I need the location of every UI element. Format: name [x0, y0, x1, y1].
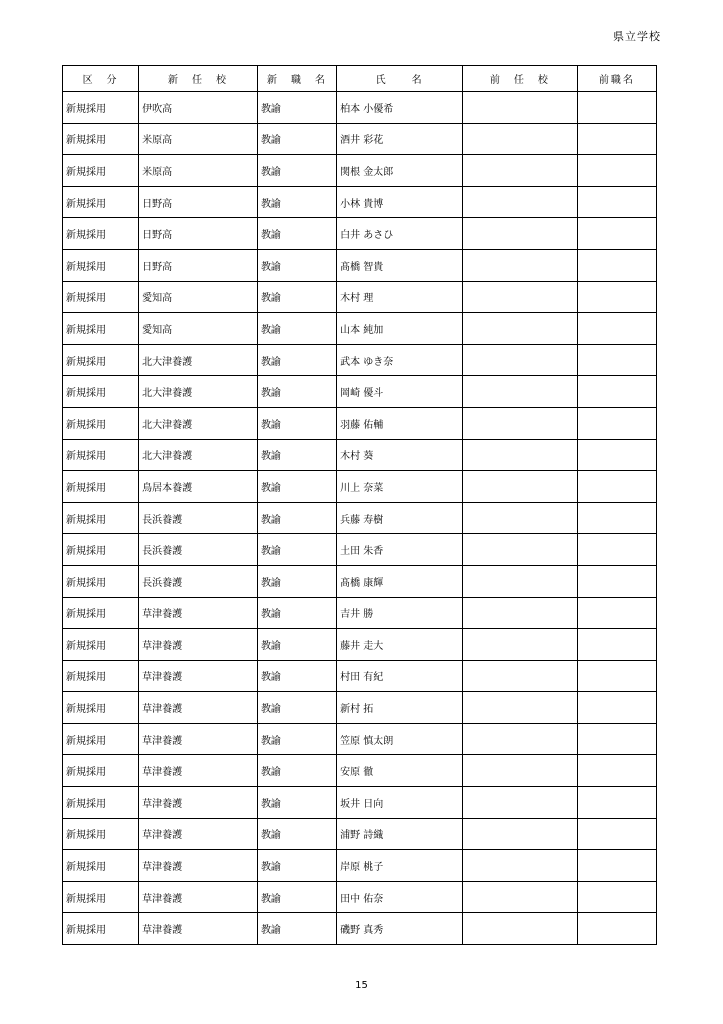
cell-category: 新規採用	[63, 597, 139, 629]
cell-new-title: 教諭	[257, 692, 336, 724]
cell-previous-title	[577, 565, 656, 597]
cell-name: 坂井 日向	[337, 787, 463, 819]
cell-previous-title	[577, 439, 656, 471]
cell-new-title: 教諭	[257, 502, 336, 534]
cell-category: 新規採用	[63, 850, 139, 882]
cell-previous-title	[577, 218, 656, 250]
cell-name: 安原 徹	[337, 755, 463, 787]
cell-name: 山本 純加	[337, 313, 463, 345]
table-row	[63, 471, 657, 503]
cell-new-title: 教諭	[257, 660, 336, 692]
table-row	[63, 692, 657, 724]
cell-name: 浦野 詩織	[337, 818, 463, 850]
table-row	[63, 439, 657, 471]
cell-previous-school	[463, 281, 578, 313]
cell-name: 磯野 真秀	[337, 913, 463, 945]
table-row	[63, 723, 657, 755]
cell-previous-title	[577, 818, 656, 850]
cell-previous-school	[463, 313, 578, 345]
cell-name: 羽藤 佑輔	[337, 407, 463, 439]
cell-previous-school	[463, 218, 578, 250]
page-category-label: 県立学校	[613, 30, 661, 43]
table-row	[63, 407, 657, 439]
cell-new-title: 教諭	[257, 818, 336, 850]
cell-new-school: 鳥居本養護	[139, 471, 258, 503]
cell-previous-title	[577, 249, 656, 281]
cell-new-school: 米原高	[139, 155, 258, 187]
cell-category: 新規採用	[63, 123, 139, 155]
cell-category: 新規採用	[63, 723, 139, 755]
cell-previous-title	[577, 186, 656, 218]
cell-previous-school	[463, 565, 578, 597]
cell-name: 白井 あさひ	[337, 218, 463, 250]
cell-previous-title	[577, 471, 656, 503]
cell-new-school: 草津養護	[139, 629, 258, 661]
cell-category: 新規採用	[63, 313, 139, 345]
cell-category: 新規採用	[63, 913, 139, 945]
cell-new-school: 草津養護	[139, 818, 258, 850]
cell-previous-title	[577, 692, 656, 724]
cell-name: 岡崎 優斗	[337, 376, 463, 408]
cell-new-school: 日野高	[139, 249, 258, 281]
cell-previous-school	[463, 597, 578, 629]
cell-category: 新規採用	[63, 186, 139, 218]
table-row	[63, 881, 657, 913]
cell-new-school: 北大津養護	[139, 376, 258, 408]
cell-name: 柏本 小優希	[337, 92, 463, 124]
cell-name: 小林 貴博	[337, 186, 463, 218]
page-number: 15	[355, 980, 368, 991]
cell-new-title: 教諭	[257, 344, 336, 376]
cell-previous-school	[463, 439, 578, 471]
cell-new-school: 草津養護	[139, 660, 258, 692]
cell-name: 酒井 彩花	[337, 123, 463, 155]
cell-new-title: 教諭	[257, 218, 336, 250]
table-row	[63, 344, 657, 376]
table-row	[63, 502, 657, 534]
header-new-school: 新 任 校	[139, 66, 258, 92]
cell-new-school: 日野高	[139, 186, 258, 218]
header-name: 氏 名	[337, 66, 463, 92]
header-previous-school: 前 任 校	[463, 66, 578, 92]
cell-new-school: 伊吹高	[139, 92, 258, 124]
table-row	[63, 123, 657, 155]
cell-previous-school	[463, 629, 578, 661]
personnel-table	[62, 65, 657, 945]
cell-category: 新規採用	[63, 818, 139, 850]
cell-category: 新規採用	[63, 439, 139, 471]
cell-name: 吉井 勝	[337, 597, 463, 629]
cell-new-title: 教諭	[257, 313, 336, 345]
cell-name: 髙橋 智貴	[337, 249, 463, 281]
cell-category: 新規採用	[63, 502, 139, 534]
cell-name: 川上 奈菜	[337, 471, 463, 503]
cell-category: 新規採用	[63, 629, 139, 661]
cell-previous-title	[577, 407, 656, 439]
cell-previous-title	[577, 913, 656, 945]
header-new-title: 新 職 名	[257, 66, 336, 92]
cell-name: 木村 葵	[337, 439, 463, 471]
cell-previous-title	[577, 850, 656, 882]
cell-new-title: 教諭	[257, 881, 336, 913]
cell-new-school: 草津養護	[139, 850, 258, 882]
cell-new-school: 草津養護	[139, 881, 258, 913]
cell-name: 関根 金太郎	[337, 155, 463, 187]
table-row	[63, 660, 657, 692]
cell-previous-title	[577, 344, 656, 376]
cell-new-title: 教諭	[257, 565, 336, 597]
cell-category: 新規採用	[63, 692, 139, 724]
cell-name: 村田 有紀	[337, 660, 463, 692]
cell-new-title: 教諭	[257, 155, 336, 187]
cell-name: 武本 ゆき奈	[337, 344, 463, 376]
cell-new-title: 教諭	[257, 92, 336, 124]
cell-new-title: 教諭	[257, 186, 336, 218]
cell-new-school: 愛知高	[139, 313, 258, 345]
cell-previous-school	[463, 471, 578, 503]
header-previous-title: 前職名	[577, 66, 656, 92]
table-row	[63, 92, 657, 124]
table-row	[63, 755, 657, 787]
cell-category: 新規採用	[63, 660, 139, 692]
cell-new-title: 教諭	[257, 281, 336, 313]
cell-previous-school	[463, 534, 578, 566]
cell-new-school: 長浜養護	[139, 502, 258, 534]
table-row	[63, 281, 657, 313]
cell-previous-school	[463, 660, 578, 692]
cell-previous-title	[577, 155, 656, 187]
cell-new-title: 教諭	[257, 439, 336, 471]
cell-category: 新規採用	[63, 218, 139, 250]
cell-previous-school	[463, 881, 578, 913]
cell-new-title: 教諭	[257, 850, 336, 882]
cell-new-school: 草津養護	[139, 597, 258, 629]
table-row	[63, 565, 657, 597]
cell-previous-title	[577, 123, 656, 155]
cell-previous-title	[577, 376, 656, 408]
cell-category: 新規採用	[63, 281, 139, 313]
cell-name: 藤井 走大	[337, 629, 463, 661]
cell-previous-title	[577, 723, 656, 755]
cell-category: 新規採用	[63, 92, 139, 124]
cell-category: 新規採用	[63, 249, 139, 281]
cell-category: 新規採用	[63, 565, 139, 597]
cell-name: 木村 理	[337, 281, 463, 313]
cell-previous-title	[577, 502, 656, 534]
cell-new-school: 草津養護	[139, 692, 258, 724]
table-row	[63, 534, 657, 566]
table-row	[63, 787, 657, 819]
cell-previous-school	[463, 755, 578, 787]
cell-name: 田中 佑奈	[337, 881, 463, 913]
cell-name: 土田 朱香	[337, 534, 463, 566]
cell-category: 新規採用	[63, 755, 139, 787]
cell-previous-school	[463, 787, 578, 819]
cell-new-title: 教諭	[257, 629, 336, 661]
cell-previous-title	[577, 660, 656, 692]
cell-category: 新規採用	[63, 344, 139, 376]
cell-new-school: 長浜養護	[139, 534, 258, 566]
cell-name: 岸原 桃子	[337, 850, 463, 882]
cell-new-title: 教諭	[257, 123, 336, 155]
cell-new-school: 米原高	[139, 123, 258, 155]
table-header-row	[63, 66, 657, 92]
cell-previous-school	[463, 344, 578, 376]
cell-category: 新規採用	[63, 881, 139, 913]
table-row	[63, 818, 657, 850]
cell-new-school: 草津養護	[139, 723, 258, 755]
cell-previous-school	[463, 376, 578, 408]
cell-previous-school	[463, 818, 578, 850]
cell-previous-school	[463, 723, 578, 755]
header-category: 区 分	[63, 66, 139, 92]
cell-previous-title	[577, 787, 656, 819]
cell-new-title: 教諭	[257, 534, 336, 566]
cell-name: 笠原 慎太朗	[337, 723, 463, 755]
cell-name: 髙橋 康輝	[337, 565, 463, 597]
cell-previous-school	[463, 850, 578, 882]
cell-new-school: 長浜養護	[139, 565, 258, 597]
cell-name: 新村 拓	[337, 692, 463, 724]
table-row	[63, 249, 657, 281]
cell-previous-school	[463, 502, 578, 534]
cell-previous-title	[577, 755, 656, 787]
table-row	[63, 850, 657, 882]
cell-new-school: 草津養護	[139, 755, 258, 787]
cell-previous-school	[463, 249, 578, 281]
cell-previous-school	[463, 155, 578, 187]
cell-new-school: 北大津養護	[139, 407, 258, 439]
cell-category: 新規採用	[63, 787, 139, 819]
table-row	[63, 155, 657, 187]
cell-previous-school	[463, 692, 578, 724]
cell-new-school: 北大津養護	[139, 439, 258, 471]
cell-new-school: 愛知高	[139, 281, 258, 313]
cell-new-title: 教諭	[257, 471, 336, 503]
cell-category: 新規採用	[63, 155, 139, 187]
cell-category: 新規採用	[63, 407, 139, 439]
cell-previous-title	[577, 534, 656, 566]
cell-previous-title	[577, 629, 656, 661]
cell-new-title: 教諭	[257, 249, 336, 281]
table-body	[63, 92, 657, 945]
cell-previous-title	[577, 92, 656, 124]
cell-previous-school	[463, 123, 578, 155]
cell-new-title: 教諭	[257, 407, 336, 439]
cell-previous-school	[463, 92, 578, 124]
cell-previous-school	[463, 913, 578, 945]
cell-new-title: 教諭	[257, 597, 336, 629]
cell-new-title: 教諭	[257, 755, 336, 787]
cell-new-school: 草津養護	[139, 913, 258, 945]
table-row	[63, 597, 657, 629]
table-row	[63, 186, 657, 218]
cell-previous-title	[577, 313, 656, 345]
cell-previous-title	[577, 881, 656, 913]
cell-previous-title	[577, 597, 656, 629]
table-row	[63, 313, 657, 345]
table-row	[63, 913, 657, 945]
table-row	[63, 629, 657, 661]
cell-previous-school	[463, 186, 578, 218]
table-row	[63, 376, 657, 408]
cell-previous-title	[577, 281, 656, 313]
cell-new-school: 草津養護	[139, 787, 258, 819]
cell-category: 新規採用	[63, 534, 139, 566]
cell-new-title: 教諭	[257, 376, 336, 408]
cell-new-title: 教諭	[257, 723, 336, 755]
cell-name: 兵藤 寿樹	[337, 502, 463, 534]
cell-previous-school	[463, 407, 578, 439]
cell-new-school: 北大津養護	[139, 344, 258, 376]
table-row	[63, 218, 657, 250]
cell-new-school: 日野高	[139, 218, 258, 250]
cell-category: 新規採用	[63, 471, 139, 503]
cell-category: 新規採用	[63, 376, 139, 408]
cell-new-title: 教諭	[257, 913, 336, 945]
cell-new-title: 教諭	[257, 787, 336, 819]
